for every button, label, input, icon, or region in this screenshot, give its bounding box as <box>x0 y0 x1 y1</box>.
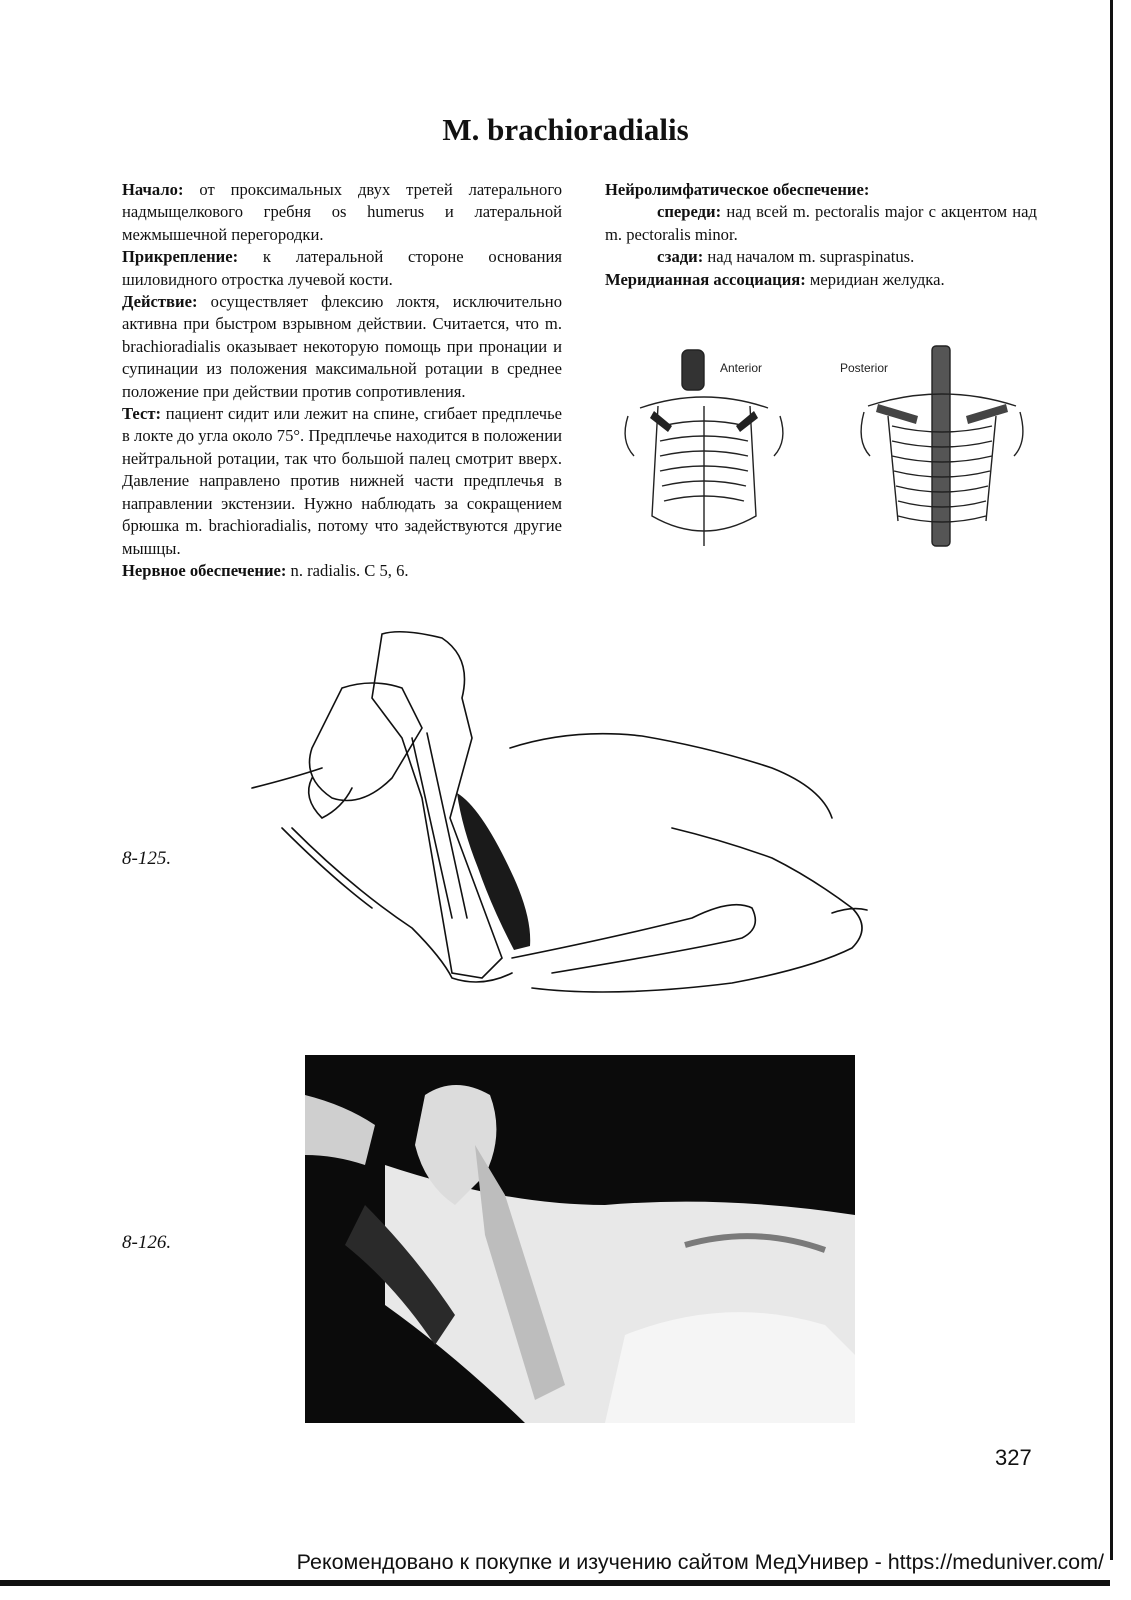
insertion-label: Прикрепление: <box>122 247 239 267</box>
neuro-label: Нейролимфатическое обеспечение: <box>605 180 870 199</box>
back-paragraph <box>605 246 1037 268</box>
footer-recommendation: Рекомендовано к покупке и изучению сайтом МедУнивер - https://meduniver.com/ <box>296 1550 1104 1574</box>
figure-label-8-125: 8-125. <box>122 848 172 869</box>
test-paragraph <box>122 403 562 560</box>
front-text: над всей m. pectoralis major с акцентом над m. pectoralis minor. <box>605 202 1037 244</box>
muscle-test-photo <box>305 1055 855 1423</box>
front-label: спереди: <box>657 202 722 222</box>
origin-paragraph <box>122 179 562 246</box>
page-number: 327 <box>995 1445 1032 1470</box>
insertion-paragraph <box>122 246 562 291</box>
origin-text: от проксимальных двух третей латерального надмыщелкового гребня os humerus и латеральной межмышечной перегородки. <box>122 180 563 244</box>
test-label: Тест: <box>122 404 162 424</box>
back-text: над началом m. supraspinatus. <box>707 247 915 267</box>
page-edge-right <box>1110 0 1113 1560</box>
action-paragraph <box>122 291 562 403</box>
meridian-paragraph <box>605 269 1037 291</box>
page-edge-bottom <box>0 1580 1110 1586</box>
test-text: пациент сидит или лежит на спине, сгибает предплечье в локте до угла около 75°. Предплечье находится в положении нейтральной ротации, так что большой палец смотрит вверх. Давление направлено против нижней части предплечья в направлении экстензии. Нужно наблюдать за сокращением брюшка m. brachioradialis, потому что задействуются другие мышцы. <box>122 404 562 558</box>
figure-label-8-126: 8-126. <box>122 1232 172 1253</box>
origin-label: Начало: <box>122 180 184 199</box>
action-text: осуществляет флексию локтя, исключительно активна при быстром взрывном действии. Считается, что m. brachioradialis оказывает некоторую помощь при пронации и супинации из положения максимальной ротации в среднее положение при действии против сопротивления. <box>122 292 562 401</box>
insertion-text: к латеральной стороне основания шиловидного отростка лучевой кости. <box>122 247 562 289</box>
muscle-test-drawing <box>252 628 912 1008</box>
left-column <box>122 179 562 582</box>
anterior-label: Anterior <box>720 361 763 375</box>
page-title: M. brachioradialis <box>442 112 689 147</box>
front-paragraph <box>605 201 1037 246</box>
posterior-label: Posterior <box>840 361 889 375</box>
action-label: Действие: <box>122 292 198 312</box>
nerve-label: Нервное обеспечение: <box>122 560 287 580</box>
nerve-text: n. radialis. C 5, 6. <box>290 560 409 580</box>
back-label: сзади: <box>657 247 704 267</box>
posterior-skeleton-illustration <box>840 346 1026 556</box>
meridian-label: Меридианная ассоциация: <box>605 269 806 289</box>
nerve-paragraph <box>122 560 562 582</box>
meridian-text: меридиан желудка. <box>809 269 945 289</box>
right-column <box>605 179 1037 291</box>
neuro-heading <box>605 179 1037 201</box>
anterior-skeleton-illustration <box>620 346 788 556</box>
